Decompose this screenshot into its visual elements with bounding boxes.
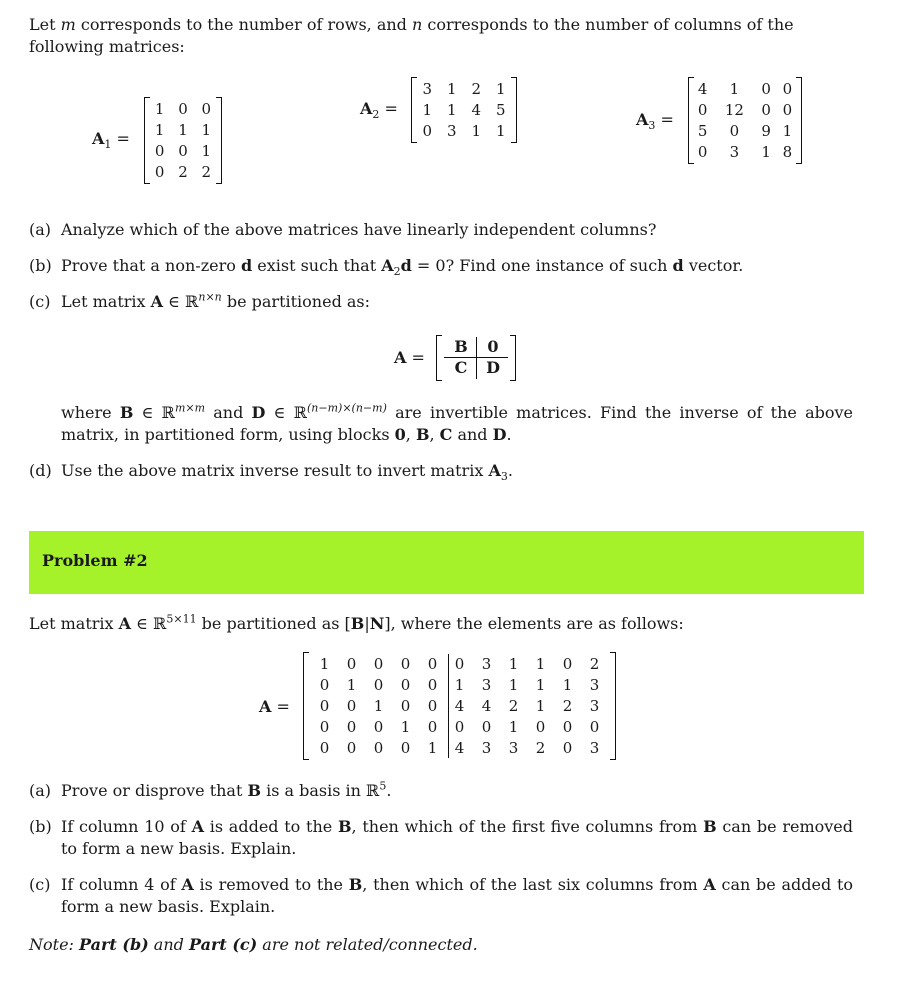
matrix-a1-cell: 0 xyxy=(178,99,188,118)
matrix-a1-cell: 1 xyxy=(178,120,188,139)
matrix-a1-row xyxy=(148,119,218,140)
matrix-a3-cell: 4 xyxy=(697,79,708,98)
matrix-a3-cell: 1 xyxy=(729,79,740,98)
matrix-a2-row xyxy=(415,99,513,120)
big-matrix-a-cell: 1 xyxy=(400,717,411,736)
big-matrix-a-cell: 1 xyxy=(373,696,384,715)
big-matrix-a-cell: 0 xyxy=(319,675,330,694)
matrix-a3-cell: 3 xyxy=(729,142,740,161)
matrix-a3-cell: 0 xyxy=(697,142,708,161)
matrix-a2-cell: 5 xyxy=(495,100,506,119)
p2-intro: Let matrix A ∈ ℝ$^{5\times 11}$ be partitioned as [B|N], where the elements are as follows: xyxy=(29,612,684,633)
big-matrix-a-cell: 0 xyxy=(562,717,573,736)
big-matrix-a-cell: 0 xyxy=(427,675,438,694)
matrix-a1-cell: 1 xyxy=(154,99,165,118)
matrix-a1-cell: 2 xyxy=(178,162,188,181)
big-matrix-a-cell: 0 xyxy=(400,738,411,757)
big-matrix-a-cell: 0 xyxy=(373,717,384,736)
problem-2-header-bar xyxy=(29,531,864,594)
matrix-a1-label: $A_1$ = xyxy=(92,129,130,152)
matrix-a1 xyxy=(144,97,222,184)
big-matrix-a-cell: 1 xyxy=(508,675,519,694)
big-matrix-a-row xyxy=(311,653,608,674)
big-matrix-a-cell: 1 xyxy=(427,738,438,757)
big-matrix-a-cell: 1 xyxy=(454,675,465,694)
big-matrix-a-cell: 0 xyxy=(427,717,438,736)
matrix-a2-cell: 0 xyxy=(422,121,433,140)
matrix-a2-row xyxy=(415,78,513,99)
matrix-a3-cell: 0 xyxy=(697,100,708,119)
matrix-a3-cell: 0 xyxy=(782,100,793,119)
matrix-a3-cell: 1 xyxy=(782,121,793,140)
matrix-a3-cell: 12 xyxy=(724,100,744,119)
big-matrix-a-cell: 0 xyxy=(346,696,357,715)
big-matrix-a-cell: 0 xyxy=(454,654,465,673)
big-matrix-a-cell: 1 xyxy=(508,654,519,673)
matrix-a3-cell: 5 xyxy=(697,121,708,140)
matrix-a1-cell: 0 xyxy=(178,141,188,160)
big-matrix-a-cell: 0 xyxy=(481,717,492,736)
big-matrix-a-cell: 0 xyxy=(535,717,546,736)
big-matrix-a-cell: 0 xyxy=(589,717,600,736)
big-matrix-a-cell: 0 xyxy=(346,654,357,673)
big-matrix-a-row xyxy=(311,716,608,737)
matrix-a1-cell: 0 xyxy=(154,162,165,181)
big-matrix-a-cell: 0 xyxy=(373,675,384,694)
matrix-a1-cell: 0 xyxy=(201,99,212,118)
big-matrix-a-cell: 0 xyxy=(562,654,573,673)
big-matrix-a-cell: 0 xyxy=(400,654,411,673)
big-matrix-a-cell: 0 xyxy=(373,738,384,757)
big-matrix-a-cell: 1 xyxy=(535,675,546,694)
big-matrix-a-cell: 4 xyxy=(454,738,465,757)
big-matrix-a-cell: 2 xyxy=(589,654,600,673)
matrix-a3 xyxy=(688,77,802,164)
matrix-a1-row xyxy=(148,140,218,161)
big-matrix-a-row xyxy=(311,674,608,695)
big-matrix-a-cell: 3 xyxy=(481,738,492,757)
big-matrix-a-cell: 0 xyxy=(319,738,330,757)
matrix-a3-row xyxy=(692,141,798,162)
matrix-a1-cell: 1 xyxy=(201,120,212,139)
matrix-a1-row xyxy=(148,161,218,182)
matrix-a3-cell: 0 xyxy=(761,79,771,98)
block-matrix: B 0 C D xyxy=(436,335,516,381)
big-matrix-a xyxy=(303,652,616,760)
matrix-a2-cell: 1 xyxy=(446,79,457,98)
block-matrix-label: A = xyxy=(394,348,425,367)
big-matrix-a-cell: 3 xyxy=(589,675,600,694)
big-matrix-a-cell: 0 xyxy=(454,717,465,736)
matrix-a3-row xyxy=(692,99,798,120)
matrix-a2-row xyxy=(415,120,513,141)
matrix-a2-cell: 1 xyxy=(495,121,506,140)
big-matrix-a-cell: 0 xyxy=(373,654,384,673)
big-matrix-a-cell: 1 xyxy=(508,717,519,736)
intro-paragraph: Let m corresponds to the number of rows, and n corresponds to the number of columns of the following matrices: xyxy=(29,15,794,56)
matrix-a3-cell: 8 xyxy=(782,142,793,161)
big-matrix-a-cell: 0 xyxy=(400,675,411,694)
matrix-a1-row xyxy=(148,98,218,119)
big-matrix-a-cell: 1 xyxy=(346,675,357,694)
big-matrix-a-cell: 0 xyxy=(346,738,357,757)
big-matrix-a-row xyxy=(311,737,608,758)
matrix-a3-cell: 0 xyxy=(729,121,740,140)
matrix-a3-cell: 0 xyxy=(782,79,793,98)
big-matrix-a-cell: 4 xyxy=(481,696,492,715)
big-matrix-a-cell: 2 xyxy=(508,696,519,715)
big-matrix-a-cell: 1 xyxy=(562,675,573,694)
big-matrix-a-cell: 0 xyxy=(427,696,438,715)
matrix-a2-cell: 1 xyxy=(446,100,457,119)
big-matrix-a-cell: 0 xyxy=(346,717,357,736)
big-matrix-a-cell: 3 xyxy=(481,675,492,694)
big-matrix-a-cell: 0 xyxy=(319,717,330,736)
big-matrix-a-cell: 0 xyxy=(562,738,573,757)
big-matrix-a-cell: 2 xyxy=(535,738,546,757)
big-matrix-a-cell: 3 xyxy=(508,738,519,757)
p1-item-c-continuation: where B ∈ ℝ$^{m\times m}$ and D ∈ ℝ$^{(n-m)\times(n-m)}$ are invertible matrices. Find the inverse of the above matrix, in partitioned form, using blocks 0, B, C and D. xyxy=(61,401,854,444)
matrix-a1-cell: 0 xyxy=(154,141,165,160)
matrix-a3-row xyxy=(692,78,798,99)
big-matrix-a-cell: 1 xyxy=(319,654,330,673)
big-matrix-a-cell: 1 xyxy=(535,654,546,673)
matrix-a3-label: $A_3$ = xyxy=(636,110,674,133)
matrix-a2-label: $A_2$ = xyxy=(360,99,398,122)
matrix-a3-cell: 1 xyxy=(761,142,771,161)
matrix-a2-cell: 1 xyxy=(471,121,482,140)
matrix-a1-cell: 1 xyxy=(201,141,212,160)
big-matrix-a-cell: 3 xyxy=(481,654,492,673)
big-matrix-a-cell: 0 xyxy=(400,696,411,715)
matrix-a2-cell: 1 xyxy=(495,79,506,98)
matrix-a2-cell: 4 xyxy=(471,100,482,119)
big-matrix-a-cell: 2 xyxy=(562,696,573,715)
problem-2-title: Problem #2 xyxy=(42,551,148,570)
matrix-a2-cell: 1 xyxy=(422,100,433,119)
matrix-a3-cell: 9 xyxy=(761,121,771,140)
matrix-a1-cell: 1 xyxy=(154,120,165,139)
big-matrix-a-cell: 3 xyxy=(589,738,600,757)
matrix-a3-row xyxy=(692,120,798,141)
matrix-a1-cell: 2 xyxy=(201,162,212,181)
matrix-a2-cell: 3 xyxy=(422,79,433,98)
big-matrix-a-cell: 4 xyxy=(454,696,465,715)
matrix-a2 xyxy=(411,77,517,143)
big-matrix-a-cell: 0 xyxy=(319,696,330,715)
matrix-a2-cell: 3 xyxy=(446,121,457,140)
matrix-a2-cell: 2 xyxy=(471,79,482,98)
p2-note: Note: Part (b) and Part (c) are not related/connected. xyxy=(29,935,478,954)
big-matrix-a-cell: 3 xyxy=(589,696,600,715)
big-matrix-label: A = xyxy=(259,697,290,716)
matrix-a3-cell: 0 xyxy=(761,100,771,119)
big-matrix-a-row xyxy=(311,695,608,716)
big-matrix-a-cell: 0 xyxy=(427,654,438,673)
big-matrix-a-cell: 1 xyxy=(535,696,546,715)
